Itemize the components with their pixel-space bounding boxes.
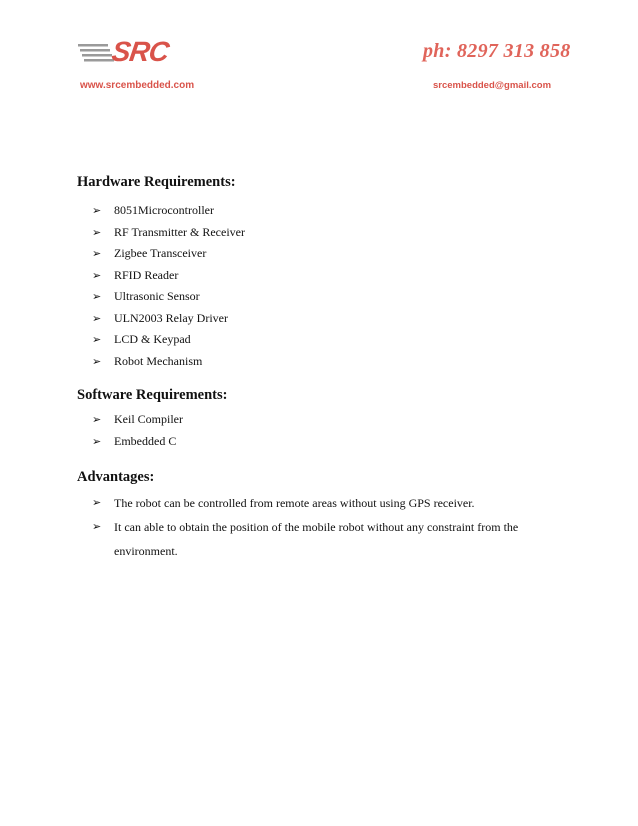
list-item-text: The robot can be controlled from remote areas without using GPS receiver.: [114, 496, 475, 510]
list-item-text: LCD & Keypad: [114, 332, 191, 346]
list-item-text: ULN2003 Relay Driver: [114, 310, 228, 325]
list-item: [77, 329, 577, 351]
advantages-list: [77, 491, 577, 563]
list-item: [77, 515, 577, 563]
list-item: [77, 243, 577, 265]
list-item: [77, 200, 577, 222]
list-item: [77, 431, 577, 453]
list-item: [77, 351, 577, 373]
email-link[interactable]: srcembedded@gmail.com: [433, 80, 552, 91]
website-link[interactable]: www.srcembedded.com: [80, 80, 195, 91]
list-item: [77, 491, 577, 515]
arrowhead-bullet-icon: ➢: [92, 268, 102, 282]
hardware-list: [77, 200, 577, 372]
list-item: [77, 286, 577, 308]
hardware-requirements-title: Hardware Requirements:: [77, 174, 236, 190]
arrowhead-bullet-icon: ➢: [92, 496, 102, 509]
arrowhead-bullet-icon: ➢: [92, 290, 102, 303]
arrowhead-bullet-icon: ➢: [92, 311, 102, 325]
arrowhead-bullet-icon: ➢: [92, 413, 102, 426]
list-item-text: Robot Mechanism: [114, 353, 203, 368]
list-item-text: Zigbee Transceiver: [114, 246, 207, 260]
list-item: [77, 308, 577, 330]
phone-number: ph: 8297 313 858: [423, 40, 571, 62]
list-item: [77, 222, 577, 244]
software-list: [77, 409, 577, 452]
list-item-text: Embedded C: [114, 433, 177, 448]
list-item: [77, 265, 577, 287]
logo-text: SRC: [109, 36, 171, 67]
list-item-text: Ultrasonic Sensor: [114, 289, 200, 303]
arrowhead-bullet-icon: ➢: [92, 225, 102, 239]
arrowhead-bullet-icon: ➢: [92, 204, 102, 217]
arrowhead-bullet-icon: ➢: [92, 434, 102, 448]
list-item-text: RF Transmitter & Receiver: [114, 224, 245, 239]
arrowhead-bullet-icon: ➢: [92, 354, 102, 368]
arrowhead-bullet-icon: ➢: [92, 520, 102, 533]
arrowhead-bullet-icon: ➢: [92, 247, 102, 260]
page-header: [0, 0, 638, 110]
list-item-text: RFID Reader: [114, 267, 179, 282]
software-requirements-title: Software Requirements:: [77, 387, 228, 403]
document-body: [77, 174, 577, 563]
list-item-text: It can able to obtain the position of the mobile robot without any constraint from the environment.: [114, 520, 519, 558]
arrowhead-bullet-icon: ➢: [92, 333, 102, 346]
advantages-title: Advantages:: [77, 469, 155, 485]
list-item: [77, 409, 577, 431]
list-item-text: Keil Compiler: [114, 412, 183, 426]
list-item-text: 8051Microcontroller: [114, 203, 214, 217]
